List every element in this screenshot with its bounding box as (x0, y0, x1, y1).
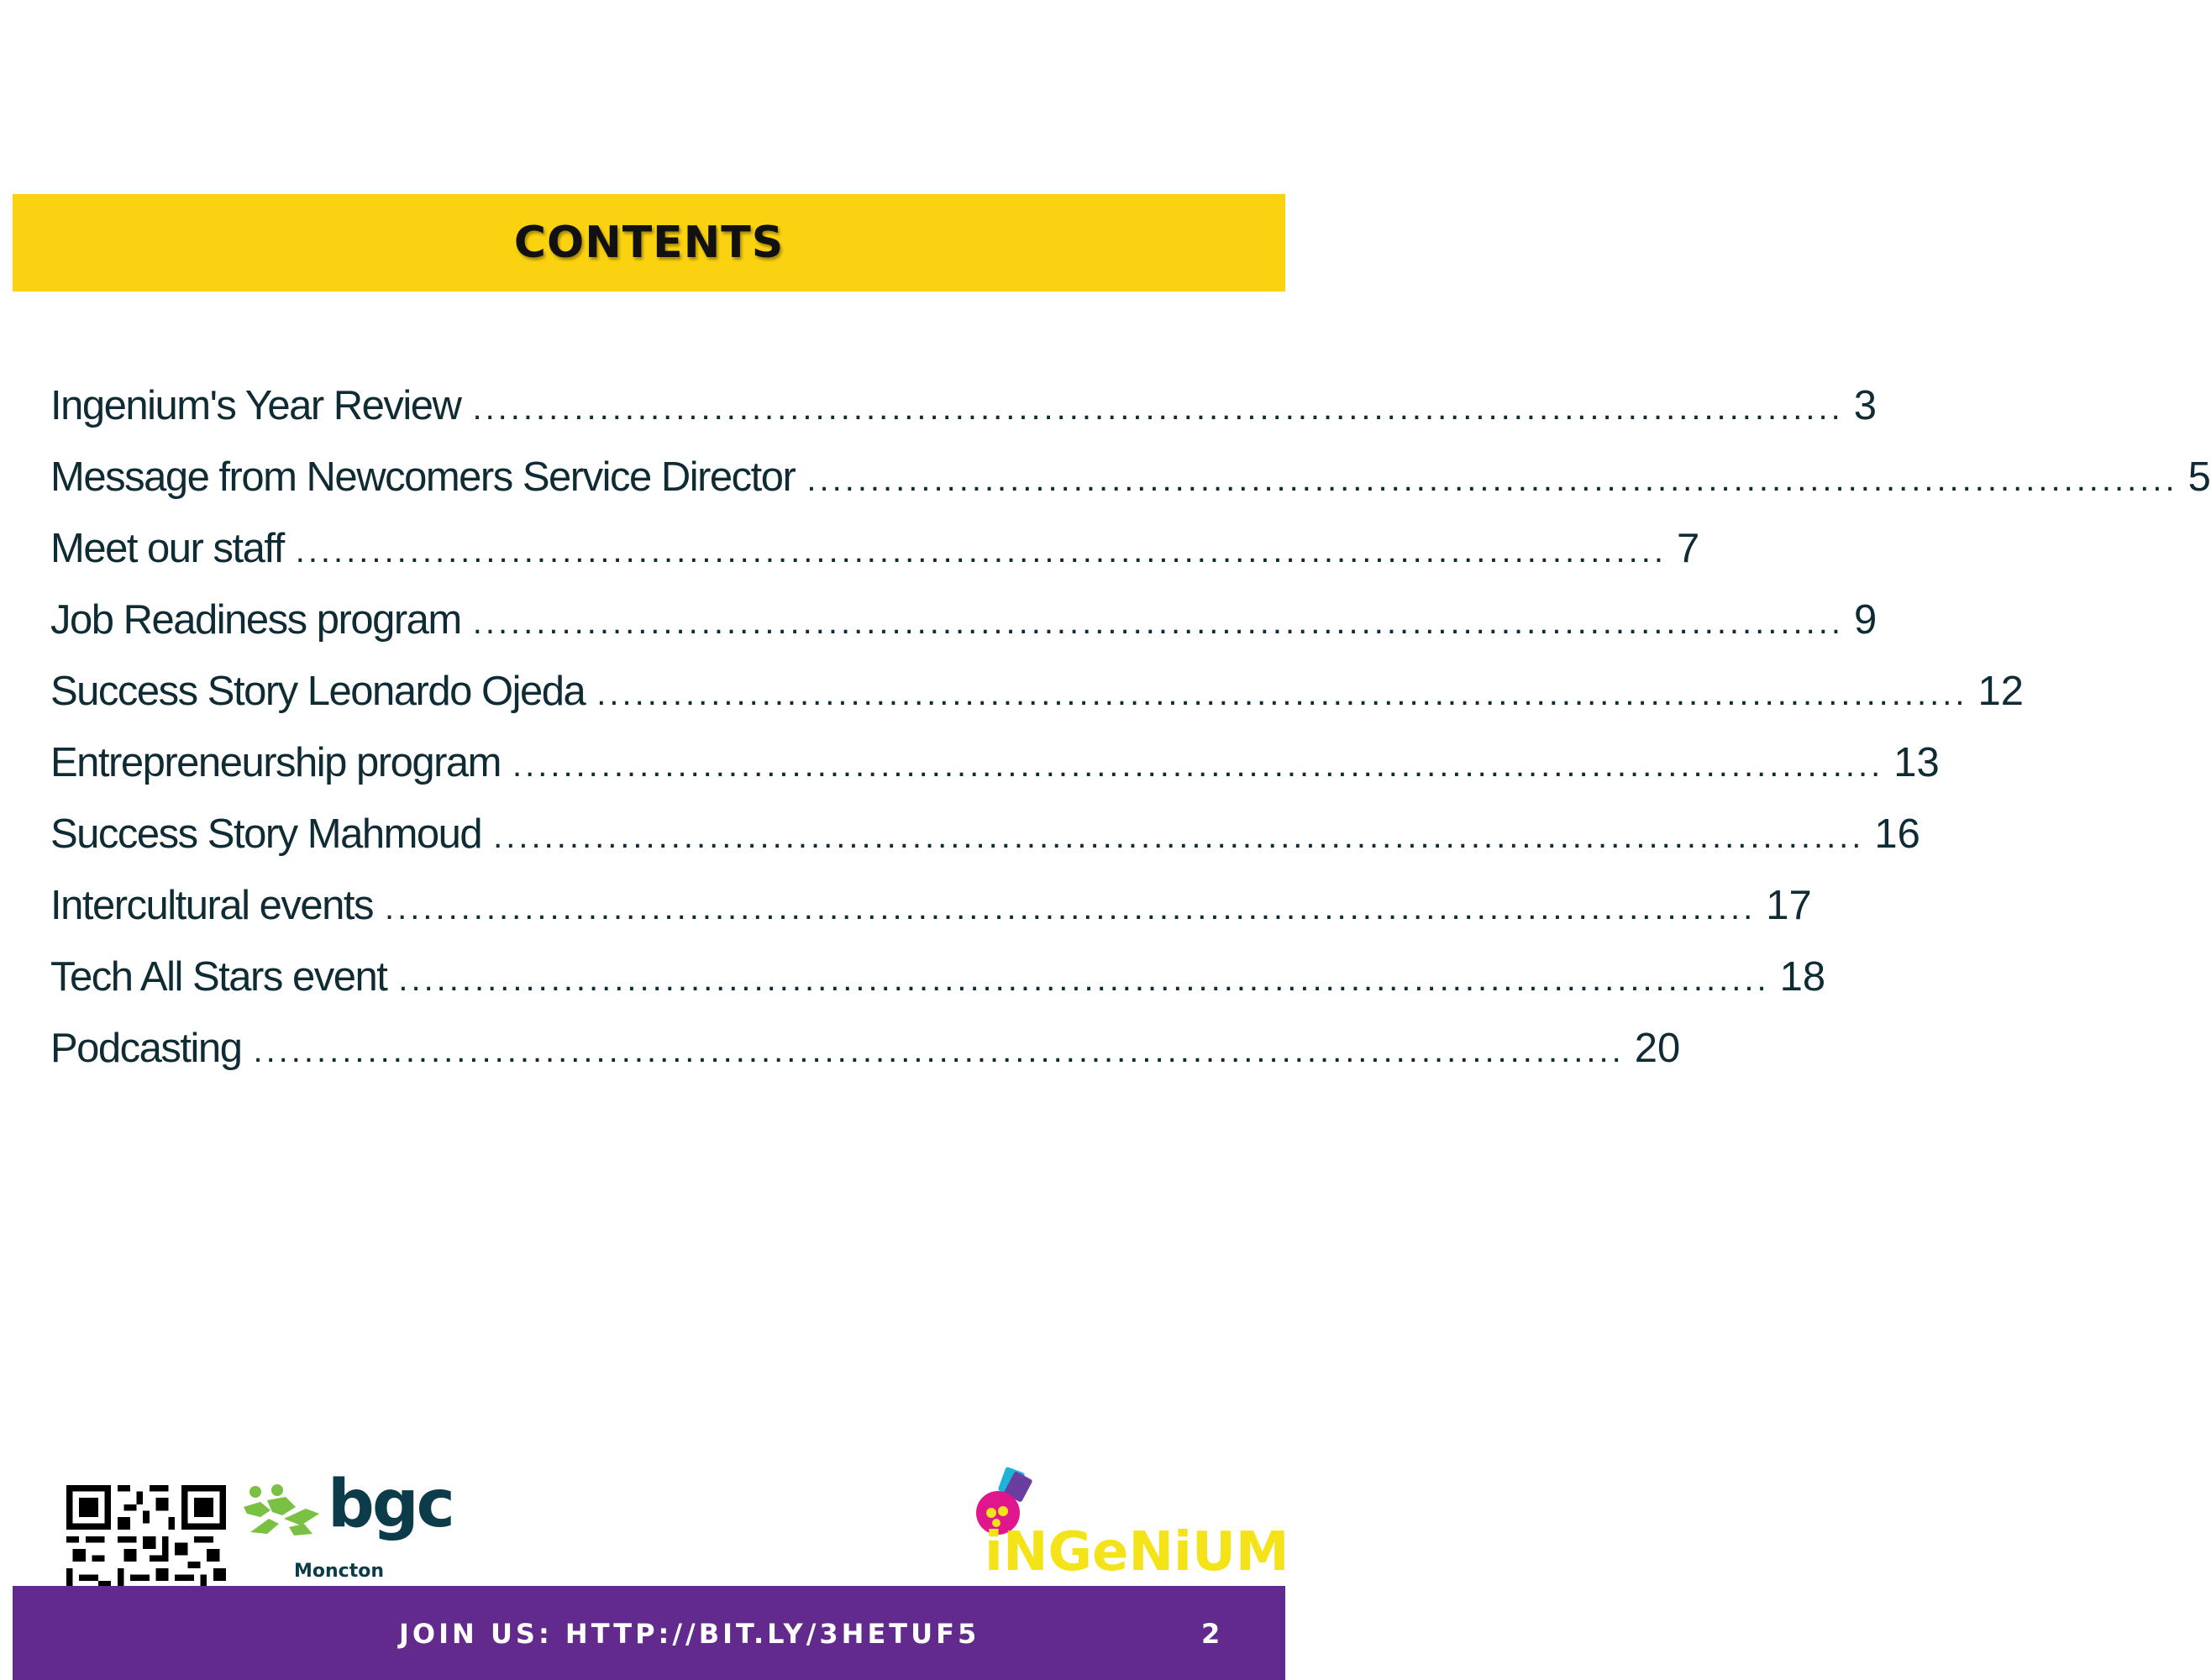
table-of-contents (50, 382, 2211, 1096)
toc-leader-dots: ............................................................................................................ (253, 1032, 1625, 1069)
toc-entry-title: Tech All Stars event (50, 954, 387, 1000)
contents-banner (13, 194, 1285, 291)
toc-entry-title: Entrepreneurship program (50, 740, 501, 785)
toc-entry-title: Success Story Mahmoud (50, 811, 482, 857)
toc-entry-page: 16 (1874, 811, 1920, 857)
toc-entry-title: Meet our staff (50, 526, 284, 571)
page-title: CONTENTS (513, 218, 785, 268)
toc-entry[interactable] (50, 953, 1826, 1025)
toc-leader-dots: ............................................................................................................ (806, 461, 2178, 498)
bgc-wordmark: bgc (328, 1467, 453, 1542)
toc-leader-dots: ............................................................................................................ (398, 961, 1770, 998)
toc-leader-dots: ............................................................................................................ (472, 604, 1844, 641)
toc-entry[interactable] (50, 1025, 1681, 1096)
toc-entry[interactable] (50, 739, 1940, 811)
toc-entry-page: 18 (1779, 954, 1826, 1000)
toc-leader-dots: ............................................................................................................ (472, 390, 1844, 427)
toc-entry-title: Success Story Leonardo Ojeda (50, 669, 586, 714)
toc-entry-title: Intercultural events (50, 883, 373, 928)
toc-entry-page: 7 (1676, 526, 1700, 571)
footer-bar (13, 1586, 1285, 1680)
toc-leader-dots: ............................................................................................................ (596, 675, 1968, 712)
toc-entry-page: 12 (1977, 669, 2024, 714)
join-us-link[interactable]: JOIN US: HTTP://BIT.LY/3HETUF5 (399, 1618, 980, 1650)
toc-entry-title: Job Readiness program (50, 597, 461, 643)
toc-entry[interactable] (50, 882, 1812, 953)
toc-entry-title: Message from Newcomers Service Director (50, 454, 796, 500)
toc-entry-page: 5 (2187, 454, 2211, 500)
toc-entry-page: 13 (1893, 740, 1940, 785)
toc-entry[interactable] (50, 525, 1700, 596)
toc-entry[interactable] (50, 454, 2211, 525)
toc-leader-dots: ............................................................................................................ (295, 533, 1667, 570)
toc-entry-page: 20 (1634, 1026, 1681, 1071)
toc-leader-dots: ............................................................................................................ (385, 890, 1757, 927)
bgc-logo (242, 1467, 453, 1586)
toc-entry-page: 9 (1853, 597, 1878, 643)
toc-entry-title: Podcasting (50, 1026, 242, 1071)
toc-entry-title: Ingenium's Year Review (50, 383, 461, 428)
ingenium-wordmark: iNGeNiUM (985, 1521, 1289, 1583)
toc-entry[interactable] (50, 811, 1920, 882)
bgc-people-icon (242, 1482, 322, 1541)
toc-entry[interactable] (50, 596, 1878, 668)
ingenium-logo (966, 1466, 1289, 1583)
toc-entry-page: 17 (1766, 883, 1812, 928)
toc-entry[interactable] (50, 382, 1877, 454)
toc-entry[interactable] (50, 668, 2024, 739)
toc-leader-dots: ............................................................................................................ (512, 747, 1884, 784)
toc-leader-dots: ............................................................................................................ (493, 818, 1865, 855)
bgc-city-label: Moncton (294, 1561, 385, 1582)
page-number: 2 (1201, 1618, 1221, 1650)
toc-entry-page: 3 (1853, 383, 1877, 428)
